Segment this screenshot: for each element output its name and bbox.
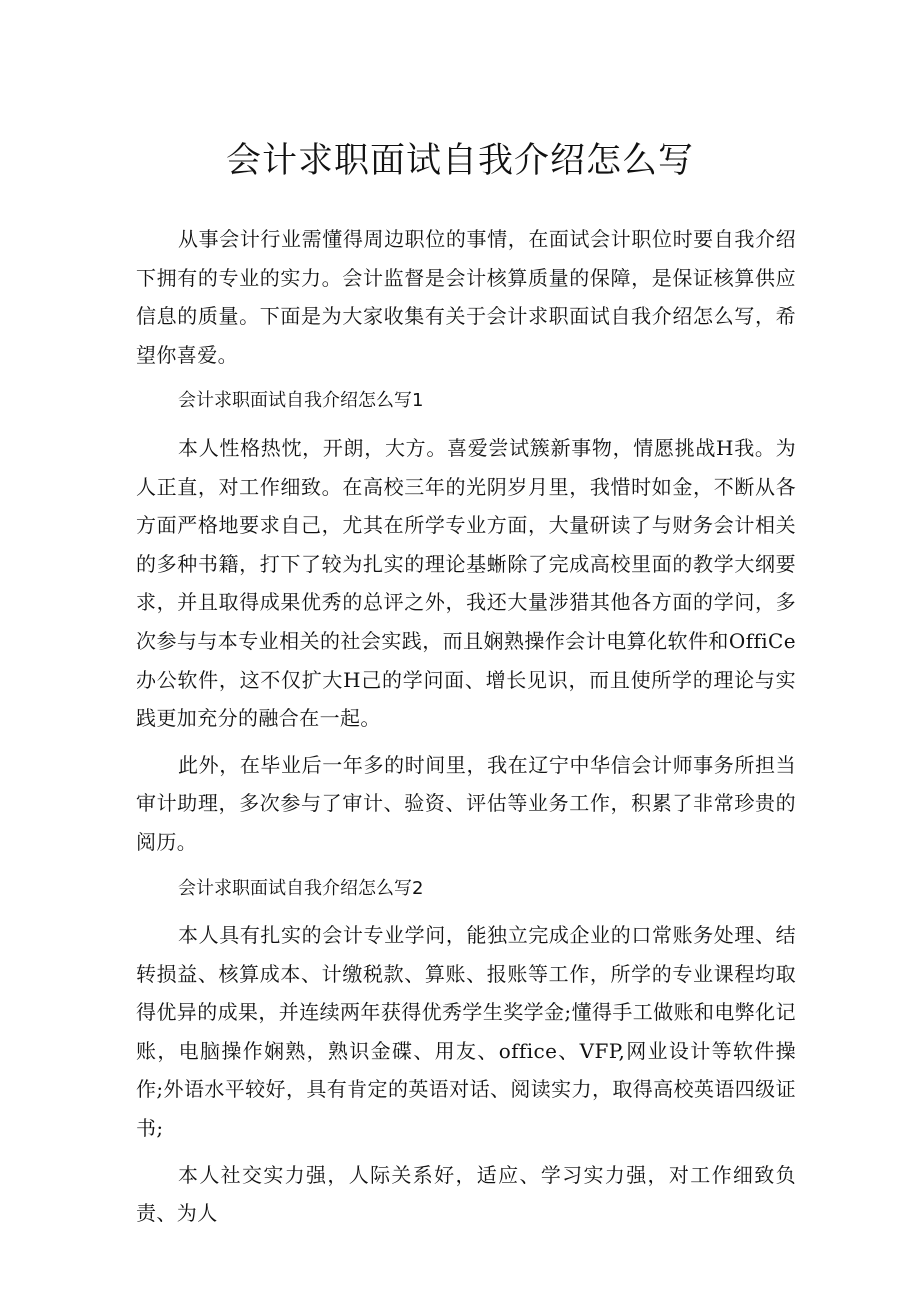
section-heading-2: 会计求职面试自我介绍怎么写2 [178,877,424,899]
paragraph-4: 本人社交实力强，人际关系好，适应、学习实力强，对工作细致负责、为人 [136,1162,796,1226]
intro-paragraph: 从事会计行业需懂得周边职位的事情，在面试会计职位时要自我介绍下拥有的专业的实力。会计监督是会计核算质量的保障，是保证核算供应信息的质量。下面是为大家收集有关于会计求职面试自我介绍怎么写，希望你喜爱。 [136,227,796,367]
document-body [136,220,796,1233]
paragraph-3: 本人具有扎实的会计专业学问，能独立完成企业的口常账务处理、结转损益、核算成本、计缴税款、算账、报账等工作，所学的专业课程均取得优异的成果，并连续两年获得优秀学生奖学金;懂得手工做账和电弊化记账，电脑操作娴熟，熟识金碟、用友、office、VFP,网业设计等软件操作;外语水平较好，具有肯定的英语对话、阅读实力，取得高校英语四级证书; [136,923,796,1141]
section-heading-1: 会计求职面试自我介绍怎么写1 [178,390,424,412]
paragraph-1: 本人性格热忱，开朗，大方。喜爱尝试簇新事物，情愿挑战H我。为人正直，对工作细致。在高校三年的光阴岁月里，我惜时如金，不断从各方面严格地要求自己，尤其在所学专业方面，大量研读了与财务会计相关的多种书籍，打下了较为扎实的理论基蜥除了完成高校里面的教学大纲要求，并且取得成果优秀的总评之外，我还大量涉猎其他各方面的学问，多次参与与本专业相关的社会实践，而且娴熟操作会计电算化软件和OffiCe办公软件，这不仅扩大H己的学问面、增长见识，而且使所学的理论与实践更加充分的融合在一起。 [136,435,796,731]
paragraph-2: 此外，在毕业后一年多的时间里，我在辽宁中华信会计师事务所担当审计助理，多次参与了审计、验资、评估等业务工作，积累了非常珍贵的阅历。 [136,752,796,854]
document-title: 会计求职面试自我介绍怎么写 [225,141,694,181]
